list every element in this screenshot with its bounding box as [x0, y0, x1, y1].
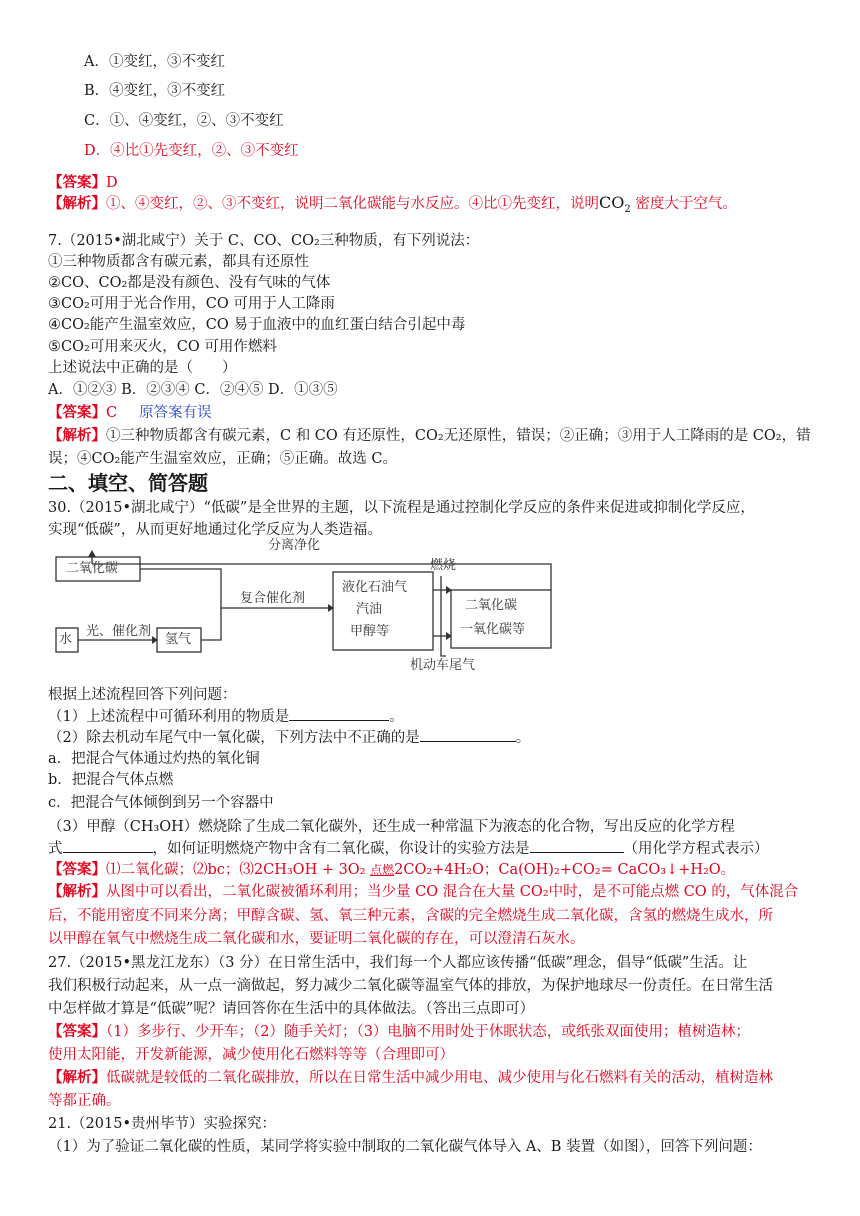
label-h2: 氢气	[165, 632, 192, 647]
answer-text: ⑴二氧化碳；⑵bc；⑶2CH₃OH + 3O₂	[106, 862, 371, 878]
q30-option-a: a．把混合气体通过灼热的氧化铜	[48, 751, 260, 767]
q7-item-3: ③CO₂可用于光合作用，CO 可用于人工降雨	[48, 296, 335, 312]
q30-part-3-line-2	[48, 838, 769, 859]
analysis-label: 【解析】	[48, 883, 106, 900]
q30-lead: 根据上述流程回答下列问题：	[48, 687, 237, 703]
q30-part-2	[48, 727, 530, 748]
part-text: （2）除去机动车尾气中一氧化碳，下列方法中不正确的是	[48, 730, 420, 746]
part-text: （用化学方程式表示）	[623, 841, 769, 857]
part-end: 。	[515, 730, 531, 746]
q30-analysis-line-3: 以甲醇在氧气中燃烧生成二氧化碳和水，要证明二氧化碳的存在，可以澄清石灰水。	[48, 931, 585, 947]
q6-option-a: A．①变红，③不变红	[84, 54, 225, 70]
q7-title: 7.（2015•湖北咸宁）关于 C、CO、CO₂三种物质，有下列说法：	[48, 233, 480, 249]
answer-label: 【答案】	[48, 861, 106, 878]
answer-label: 【答案】	[48, 1023, 106, 1040]
label-light-catalyst: 光、催化剂	[86, 624, 152, 639]
q30-intro-2: 实现“低碳”，从而更好地通过化学反应为人类造福。	[48, 522, 382, 538]
label-exhaust: 机动车尾气	[410, 658, 476, 673]
label-co2: 二氧化碳	[66, 561, 119, 576]
answer-text-end: 2CO₂+4H₂O；Ca(OH)₂+CO₂= CaCO₃↓+H₂O。	[394, 862, 736, 878]
q6-answer	[48, 173, 118, 193]
q6-option-c: C．①、④变红，②、③不变红	[84, 113, 284, 129]
label-gas-1: 二氧化碳	[465, 598, 518, 613]
analysis-label: 【解析】	[48, 427, 106, 444]
answer-blank[interactable]	[530, 838, 624, 853]
q7-choices: A．①②③ B．②③④ C．②④⑤ D．①③⑤	[48, 382, 338, 398]
q7-item-1: ①三种物质都含有碳元素，都具有还原性	[48, 254, 309, 270]
part-text: （1）上述流程中可循环利用的物质是	[48, 709, 290, 725]
label-separate: 分离净化	[268, 538, 321, 553]
q30-answer	[48, 860, 735, 880]
label-compound-catalyst: 复合催化剂	[240, 591, 306, 606]
flow-diagram	[52, 536, 562, 676]
q21-title: 21.（2015•贵州毕节）实验探究：	[48, 1116, 277, 1132]
answer-value: D	[106, 175, 118, 191]
q27-line-3: 中怎样做才算是“低碳”呢？请回答你在生活中的具体做法。（答出三点即可）	[48, 1001, 535, 1017]
label-gas-2: 一氧化碳等	[460, 622, 526, 637]
q30-analysis-line-2: 后，不能用密度不同来分离；甲醇含碳、氢、氧三种元素，含碳的完全燃烧生成二氧化碳，含氢的燃烧生成水，所	[48, 908, 773, 924]
q30-part-1	[48, 706, 404, 727]
q30-analysis-line-1	[48, 882, 798, 902]
q6-option-d: D．④比①先变红，②、③不变红	[84, 143, 299, 159]
analysis-label: 【解析】	[48, 1069, 106, 1086]
q27-line-1: 27.（2015•黑龙江龙东）（3 分）在日常生活中，我们每一个人都应该传播“低碳”理念，倡导“低碳”生活。让	[48, 955, 748, 971]
analysis-text: ①三种物质都含有碳元素，C 和 CO 有还原性，CO₂无还原性，错误；②正确；③用于人工降雨的是 CO₂，错	[106, 428, 811, 444]
q27-line-2: 我们积极行动起来，从一点一滴做起，努力减少二氧化碳等温室气体的排放，为保护地球尽一份责任。在日常生活	[48, 978, 773, 994]
label-fuel-1: 液化石油气	[342, 580, 408, 595]
q27-answer-line-1	[48, 1022, 750, 1042]
answer-blank[interactable]	[289, 706, 389, 721]
q27-answer-line-2: 使用太阳能，开发新能源，减少使用化石燃料等等（合理即可）	[48, 1047, 454, 1063]
q30-intro-1: 30.（2015•湖北咸宁）“低碳”是全世界的主题，以下流程是通过控制化学反应的条件来促进或抑制化学反应，	[48, 500, 755, 516]
q7-analysis-line-2: 误；④CO₂能产生温室效应，正确；⑤正确。故选 C。	[48, 451, 397, 467]
part-text: 式	[48, 841, 63, 857]
analysis-text: ①、④变红，②、③不变红，说明二氧化碳能与水反应。④比①先变红，说明	[106, 196, 599, 212]
answer-text: （1）多步行、少开车；（2）随手关灯；（3）电脑不用时处于休眠状态，或纸张双面使用；植树造林；	[106, 1024, 750, 1040]
q30-option-c: c．把混合气体倾倒到另一个容器中	[48, 795, 274, 811]
analysis-text: 低碳就是较低的二氧化碳排放，所以在日常生活中减少用电、减少使用与化石燃料有关的活动，植树造林	[106, 1070, 773, 1086]
label-fuel-2: 汽油	[356, 602, 383, 617]
q6-analysis	[48, 193, 737, 220]
q7-item-4: ④CO₂能产生温室效应，CO 易于血液中的血红蛋白结合引起中毒	[48, 317, 466, 333]
q27-analysis-line-2: 等都正确。	[48, 1093, 121, 1109]
q7-item-2: ②CO、CO₂都是没有颜色、没有气味的气体	[48, 275, 331, 291]
q7-item-5: ⑤CO₂可用来灭火，CO 可用作燃料	[48, 339, 277, 355]
answer-blank[interactable]	[63, 838, 153, 853]
label-fuel-3: 甲醇等	[350, 624, 390, 639]
answer-label: 【答案】	[48, 174, 106, 191]
co2-formula: $CO_2$	[599, 193, 631, 216]
q27-analysis-line-1	[48, 1068, 773, 1088]
analysis-text: 从图中可以看出，二氧化碳被循环利用；当少量 CO 混合在大量 CO₂中时，是不可能点燃 CO 的，气体混合	[106, 884, 799, 900]
answer-note: 原答案有误	[139, 405, 212, 421]
reaction-condition: 点燃	[370, 863, 395, 877]
q7-answer	[48, 403, 212, 423]
q7-question: 上述说法中正确的是（ ）	[48, 360, 237, 376]
analysis-text-end: 密度大于空气。	[630, 196, 737, 212]
arrow-head	[88, 550, 96, 557]
answer-blank[interactable]	[420, 727, 516, 742]
analysis-label: 【解析】	[48, 195, 106, 212]
q21-part-1: （1）为了验证二氧化碳的性质，某同学将实验中制取的二氧化碳气体导入 A、B 装置（如图），回答下列问题：	[48, 1139, 762, 1155]
section-heading: 二、填空、简答题	[48, 471, 208, 495]
q6-option-b: B．④变红，③不变红	[84, 83, 226, 99]
answer-value: C	[106, 405, 118, 421]
part-end: 。	[389, 709, 404, 725]
part-text: ，如何证明燃烧产物中含有二氧化碳，你设计的实验方法是	[152, 841, 530, 857]
q30-option-b: b．把混合气体点燃	[48, 772, 174, 788]
q7-analysis-line-1	[48, 426, 811, 446]
q30-part-3-line-1: （3）甲醇（CH₃OH）燃烧除了生成二氧化碳外，还生成一种常温下为液态的化合物，写出反应的化学方程	[48, 819, 735, 835]
answer-label: 【答案】	[48, 404, 106, 421]
label-burn: 燃烧	[430, 558, 457, 573]
label-water: 水	[59, 632, 73, 647]
